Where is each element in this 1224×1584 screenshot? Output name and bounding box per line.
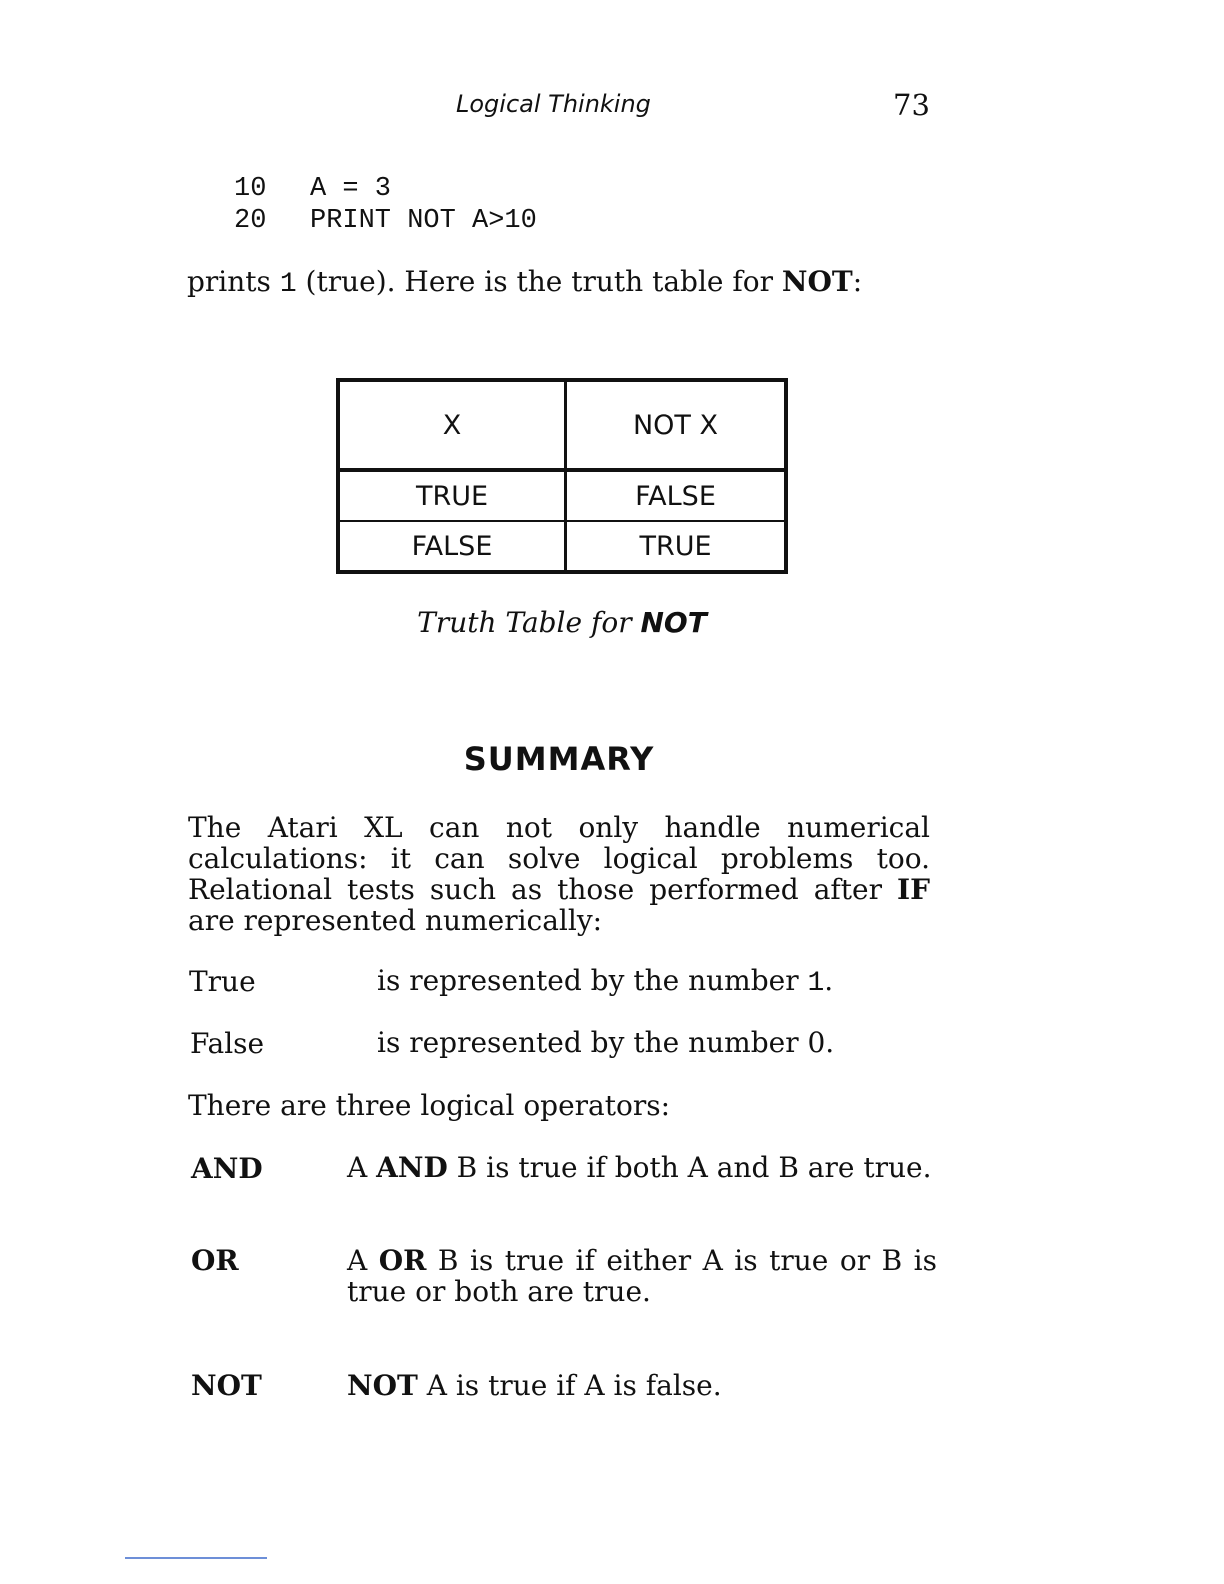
term-or: OR	[191, 1244, 239, 1277]
code-line-10	[234, 174, 391, 204]
table-header-not-x: NOT X	[566, 380, 787, 470]
intro-paragraph: prints 1 (true). Here is the truth table for NOT:	[187, 265, 863, 300]
code-statement: PRINT NOT A>10	[310, 206, 537, 236]
code-statement: A = 3	[310, 174, 392, 204]
definition-false: is represented by the number 0.	[377, 1026, 835, 1059]
operators-intro: There are three logical operators:	[188, 1089, 671, 1122]
term-true: True	[189, 965, 256, 998]
term-false: False	[190, 1027, 265, 1060]
truth-table-not	[336, 378, 788, 574]
table-header-row	[338, 380, 786, 470]
table-cell: FALSE	[338, 521, 566, 572]
term-not: NOT	[191, 1369, 262, 1402]
table-row	[338, 470, 786, 521]
code-line-20	[234, 206, 537, 236]
footer-rule	[125, 1557, 267, 1559]
section-heading-summary: SUMMARY	[463, 740, 655, 778]
table-cell: TRUE	[566, 521, 787, 572]
table-header-x: X	[338, 380, 566, 470]
code-line-number: 10	[234, 174, 267, 204]
definition-or: A OR B is true if either A is true or B is true or both are true.	[347, 1244, 937, 1308]
definition-and: A AND B is true if both A and B are true.	[347, 1151, 932, 1184]
running-header: Logical Thinking	[456, 90, 651, 118]
definition-not: NOT A is true if A is false.	[347, 1369, 722, 1402]
table-cell: TRUE	[338, 470, 566, 521]
keyword-if: IF	[897, 873, 930, 906]
code-line-number: 20	[234, 206, 267, 236]
keyword-not: NOT	[781, 265, 853, 298]
code-value: 1	[279, 269, 297, 300]
definition-true: is represented by the number 1.	[377, 964, 834, 999]
page-number: 73	[893, 88, 930, 122]
table-caption: Truth Table for NOT	[417, 606, 707, 639]
table-row	[338, 521, 786, 572]
table-cell: FALSE	[566, 470, 787, 521]
term-and: AND	[191, 1152, 263, 1185]
summary-paragraph: The Atari XL can not only handle numerical calculations: it can solve logical problems too. Relational tests such as those performed after IF are represented numerically:	[188, 811, 930, 937]
